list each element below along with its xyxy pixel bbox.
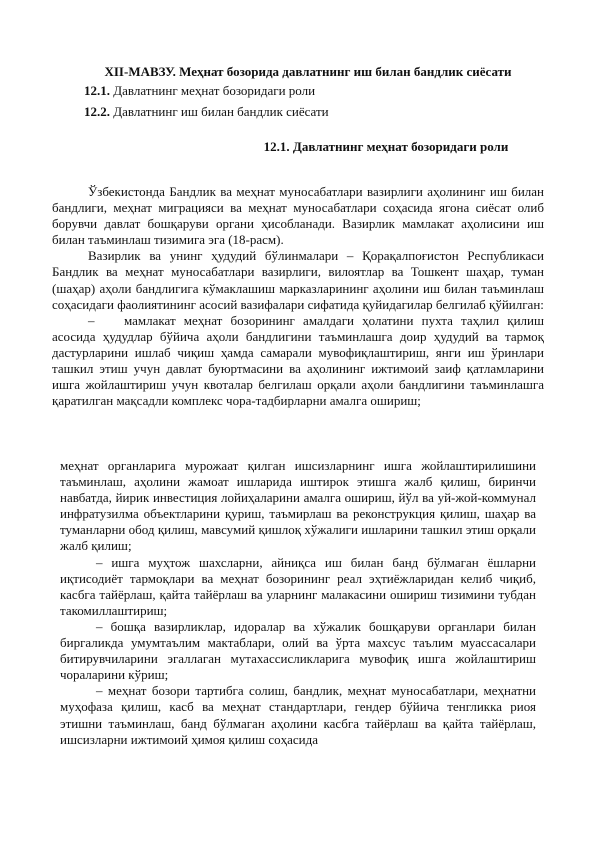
toc-number: 12.2. bbox=[84, 104, 110, 119]
list-item: – ишга муҳтож шахсларни, айниқса иш билан банд бўлмаган ёшларни иқтисодиёт тармоқлари ва меҳнат бозорининг реал эҳтиёжларидан келиб чиқиб, касбга тайёрлаш, қайта тайёрлаш ва уларнинг малакасини ошириш тизимини тубдан такомиллаштириш; bbox=[60, 554, 536, 618]
page-title: XII-МАВЗУ. Меҳнат бозорида давлатнинг иш билан бандлик сиёсати bbox=[104, 64, 512, 79]
list-item-text: мамлакат меҳнат бозорининг амалдаги ҳолатини пухта таҳлил қилиш асосида ҳудудлар бўйича аҳоли бандлигини таъминлашга доир ҳудудий ва тармоқ дастурларини ишлаб чиқиш ҳамда самарали мувофиқлаштириш, янги иш ўринлари ташкил этиш учун давлат буюртмасини ва аҳолининг ижтимоий заиф қатламларини ишга жойлаштириш учун квоталар белгилаш орқали аҳоли бандлигини таъминлашга қаратилган мақсадли комплекс чора-тадбирларни амалга ошириш; bbox=[52, 312, 544, 409]
toc-text: Давлатнинг иш билан бандлик сиёсати bbox=[113, 104, 329, 119]
list-item: – меҳнат бозори тартибга солиш, бандлик, меҳнат муносабатлари, меҳнатни муҳофаза қилиш, касб ва меҳнат стандартлари, гендер бўйича тенгликка риоя этишни таъминлаш, банд бўлмаган аҳолини касбга тайёрлаш ва қайта тайёрлаш, ишсизларни ижтимоий ҳимоя қилиш соҳасида bbox=[60, 683, 536, 747]
toc-item-12-2[interactable] bbox=[84, 104, 329, 120]
paragraph: Ўзбекистонда Бандлик ва меҳнат муносабатлари вазирлиги аҳолининг иш билан бандлиги, меҳнат миграцияси ва меҳнат муносабатлари соҳасида ягона сиёсат олиб борувчи давлат бошқаруви органи ҳисобланади. Вазирлик мамлакат аҳолисини иш билан таъминлаш тизимига эга (18-расм). bbox=[52, 184, 544, 248]
toc-text: Давлатнинг меҳнат бозоридаги роли bbox=[113, 83, 316, 98]
list-item bbox=[52, 313, 544, 410]
paragraph: Вазирлик ва унинг ҳудудий бўлинмалари – Қорақалпоғистон Республикаси Бандлик ва меҳнат муносабатлари вазирлиги, вилоятлар ва Тошкент шаҳар, туман (шаҳар) аҳоли бандлигига кўмаклашиш марказларининг аҳолини иш билан таъминлаш соҳасидаги фаолиятининг асосий вазифалари сифатида қуйидагилар белгилаб қўйилган: bbox=[52, 248, 544, 312]
toc-item-12-1[interactable] bbox=[84, 83, 315, 99]
body-text bbox=[52, 184, 544, 409]
section-heading: 12.1. Давлатнинг меҳнат бозоридаги роли bbox=[263, 139, 509, 154]
indented-block bbox=[60, 458, 536, 748]
toc-number: 12.1. bbox=[84, 83, 110, 98]
list-item: – бошқа вазирликлар, идоралар ва хўжалик бошқаруви органлари билан биргаликда умумтаълим мактаблари, олий ва ўрта махсус таълим муассасалари битирувчиларини эгаллаган мутахассисликларига мувофиқ ишга жойлаштириш чораларини кўриш; bbox=[60, 618, 536, 683]
continuation-paragraph: меҳнат органларига мурожаат қилган ишсизларнинг ишга жойлаштирилишини таъминлаш, аҳолини жамоат ишларида иштирок этишга жалб қилиш, биринчи навбатда, йирик инвестиция лойиҳаларини амалга ошириш, йўл ва уй-жой-коммунал инфратузилма объектларини қуриш, таъмирлаш ва реконструкция қилиш, шаҳар ва туманларни обод қилиш, мавсумий қишлоқ хўжалиги ишларини ташкил этиш орқали жалб қилиш; bbox=[60, 458, 536, 554]
list-dash: – bbox=[88, 312, 95, 328]
